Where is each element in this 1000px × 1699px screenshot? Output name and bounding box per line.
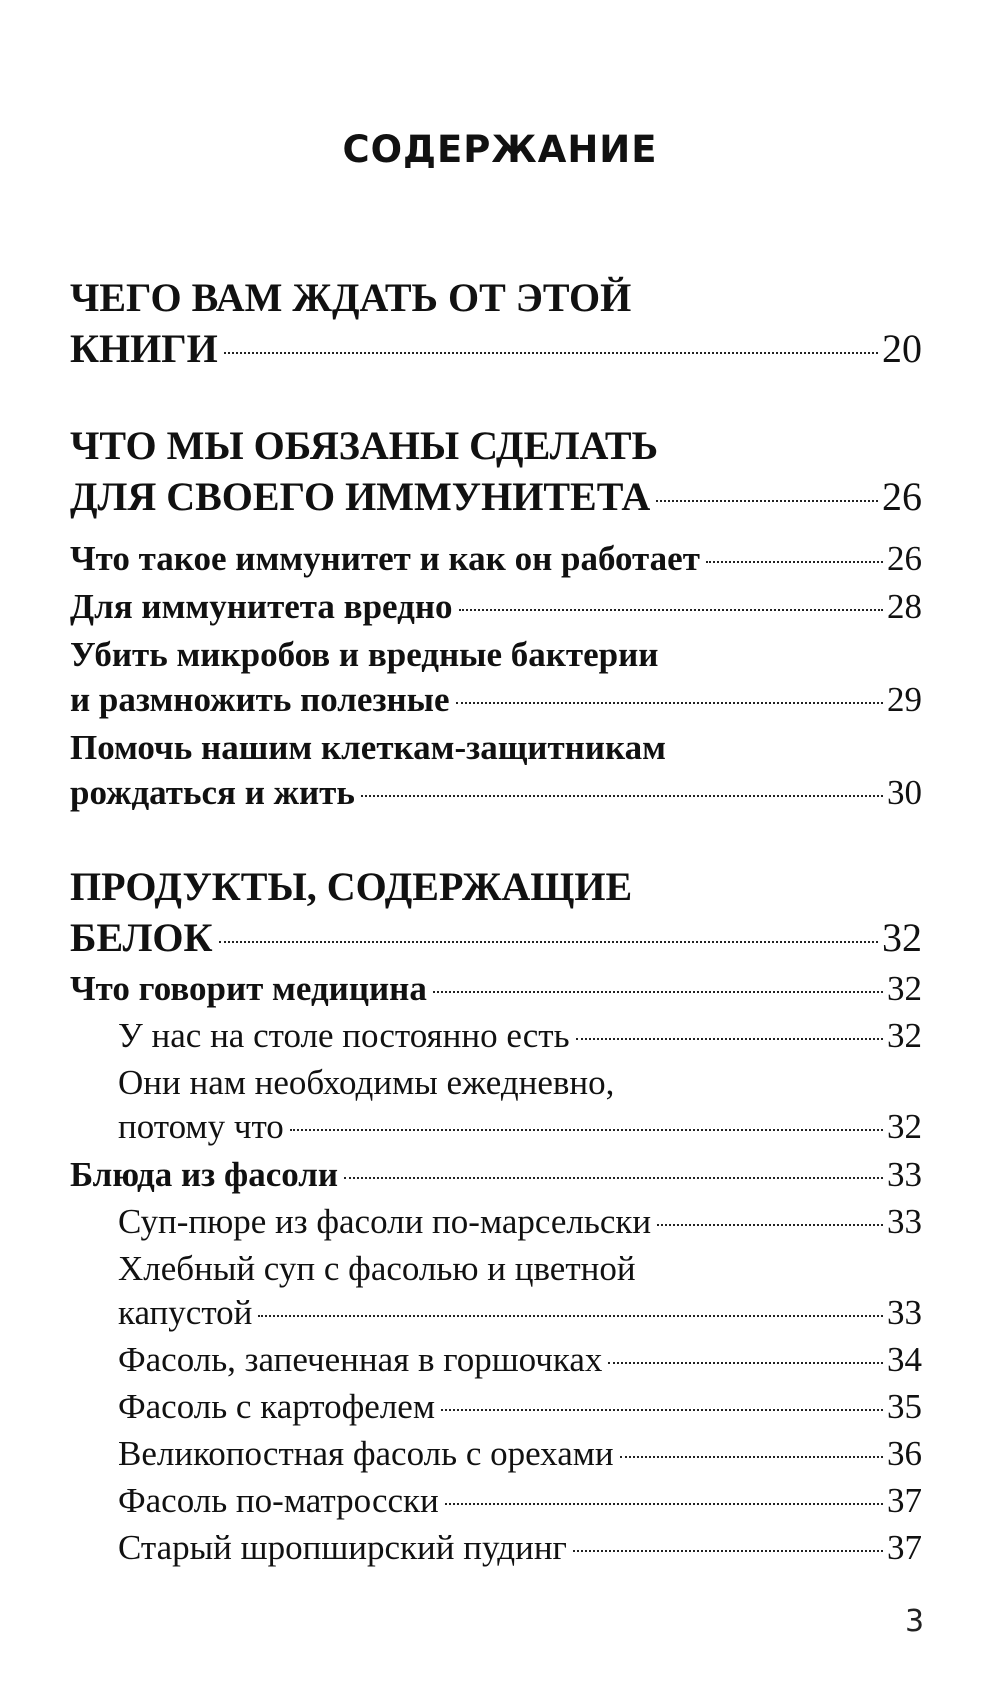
- toc-entry-text: Великопостная фасоль с орехами: [118, 1434, 614, 1473]
- page-number: 34: [887, 1340, 922, 1379]
- dot-leader: [608, 1362, 883, 1364]
- dot-leader: [456, 702, 883, 704]
- page-number: 30: [887, 773, 922, 812]
- dot-leader: [657, 1224, 883, 1226]
- page-number: 26: [887, 539, 922, 578]
- page-number: 33: [887, 1155, 922, 1194]
- toc-entry[interactable]: [70, 861, 922, 963]
- toc-entry-text: КНИГИ: [70, 326, 218, 371]
- dot-leader: [224, 352, 878, 354]
- toc-entry-text: Фасоль по-матросски: [118, 1481, 439, 1520]
- dot-leader: [219, 941, 878, 943]
- toc-entry[interactable]: [70, 1152, 922, 1197]
- toc-entry[interactable]: [70, 1479, 922, 1523]
- page-number: 36: [887, 1434, 922, 1473]
- toc-entry[interactable]: [70, 1385, 922, 1429]
- toc-entry-text: Помочь нашим клеткам-защитникам: [70, 728, 666, 767]
- dot-leader: [441, 1409, 883, 1411]
- toc-entry[interactable]: [70, 272, 922, 374]
- toc-entry[interactable]: [70, 1014, 922, 1058]
- toc-entry[interactable]: [70, 1338, 922, 1382]
- toc-entry[interactable]: [70, 1526, 922, 1570]
- dot-leader: [620, 1456, 883, 1458]
- toc-entry-text: Что такое иммунитет и как он работает: [70, 539, 700, 578]
- toc-entry[interactable]: [70, 966, 922, 1011]
- toc-entry-text: Фасоль, запеченная в горшочках: [118, 1340, 603, 1379]
- toc-entry[interactable]: [70, 1247, 922, 1335]
- dot-leader: [258, 1315, 883, 1317]
- dot-leader: [361, 795, 883, 797]
- page-number: 26: [882, 474, 922, 519]
- toc-entry-text: Фасоль с картофелем: [118, 1387, 435, 1426]
- toc-entry-text: потому что: [118, 1107, 284, 1146]
- toc-entry[interactable]: [70, 536, 922, 581]
- folio-page-number: 3: [905, 1604, 925, 1639]
- table-of-contents: [70, 272, 922, 1570]
- page-title: СОДЕРЖАНИЕ: [342, 128, 658, 171]
- dot-leader: [290, 1129, 883, 1131]
- dot-leader: [433, 991, 883, 993]
- page-number: 37: [887, 1528, 922, 1567]
- toc-entry-text: ДЛЯ СВОЕГО ИММУНИТЕТА: [70, 474, 651, 519]
- toc-entry-text: Блюда из фасоли: [70, 1155, 339, 1194]
- toc-entry-text: Убить микробов и вредные бактерии: [70, 635, 659, 674]
- page-number: 32: [882, 915, 922, 960]
- dot-leader: [445, 1503, 883, 1505]
- dot-leader: [656, 500, 878, 502]
- toc-entry-text: Они нам необходимы ежедневно,: [118, 1063, 615, 1102]
- toc-entry-text: капустой: [118, 1293, 253, 1332]
- page-number: 32: [887, 1107, 922, 1146]
- page-number: 32: [887, 969, 922, 1008]
- toc-entry-text: Суп-пюре из фасоли по-марсельски: [118, 1202, 652, 1241]
- toc-entry[interactable]: [70, 584, 922, 629]
- page-number: 33: [887, 1202, 922, 1241]
- page-number: 29: [887, 680, 922, 719]
- page-number: 35: [887, 1387, 922, 1426]
- toc-entry-text: ЧЕГО ВАМ ЖДАТЬ ОТ ЭТОЙ: [70, 275, 632, 320]
- dot-leader: [344, 1177, 883, 1179]
- toc-entry[interactable]: [70, 1061, 922, 1149]
- toc-entry-text: Хлебный суп с фасолью и цветной: [118, 1249, 636, 1288]
- toc-entry[interactable]: [70, 1200, 922, 1244]
- page-number: 20: [882, 326, 922, 371]
- toc-entry-text: Что говорит медицина: [70, 969, 427, 1008]
- toc-entry[interactable]: [70, 632, 922, 722]
- dot-leader: [706, 561, 883, 563]
- page-number: 33: [887, 1293, 922, 1332]
- page-number: 37: [887, 1481, 922, 1520]
- toc-entry[interactable]: [70, 1432, 922, 1476]
- page-number: 28: [887, 587, 922, 626]
- toc-entry-text: Для иммунитета вредно: [70, 587, 453, 626]
- dot-leader: [573, 1550, 883, 1552]
- toc-entry-text: ПРОДУКТЫ, СОДЕРЖАЩИЕ: [70, 864, 633, 909]
- toc-entry-text: БЕЛОК: [70, 915, 213, 960]
- toc-entry-text: рождаться и жить: [70, 773, 355, 812]
- toc-entry-text: ЧТО МЫ ОБЯЗАНЫ СДЕЛАТЬ: [70, 423, 659, 468]
- dot-leader: [459, 609, 884, 611]
- toc-entry[interactable]: [70, 420, 922, 522]
- dot-leader: [576, 1038, 883, 1040]
- toc-entry-text: У нас на столе постоянно есть: [118, 1016, 570, 1055]
- toc-entry[interactable]: [70, 725, 922, 815]
- page-number: 32: [887, 1016, 922, 1055]
- toc-entry-text: и размножить полезные: [70, 680, 450, 719]
- toc-entry-text: Старый шропширский пудинг: [118, 1528, 567, 1567]
